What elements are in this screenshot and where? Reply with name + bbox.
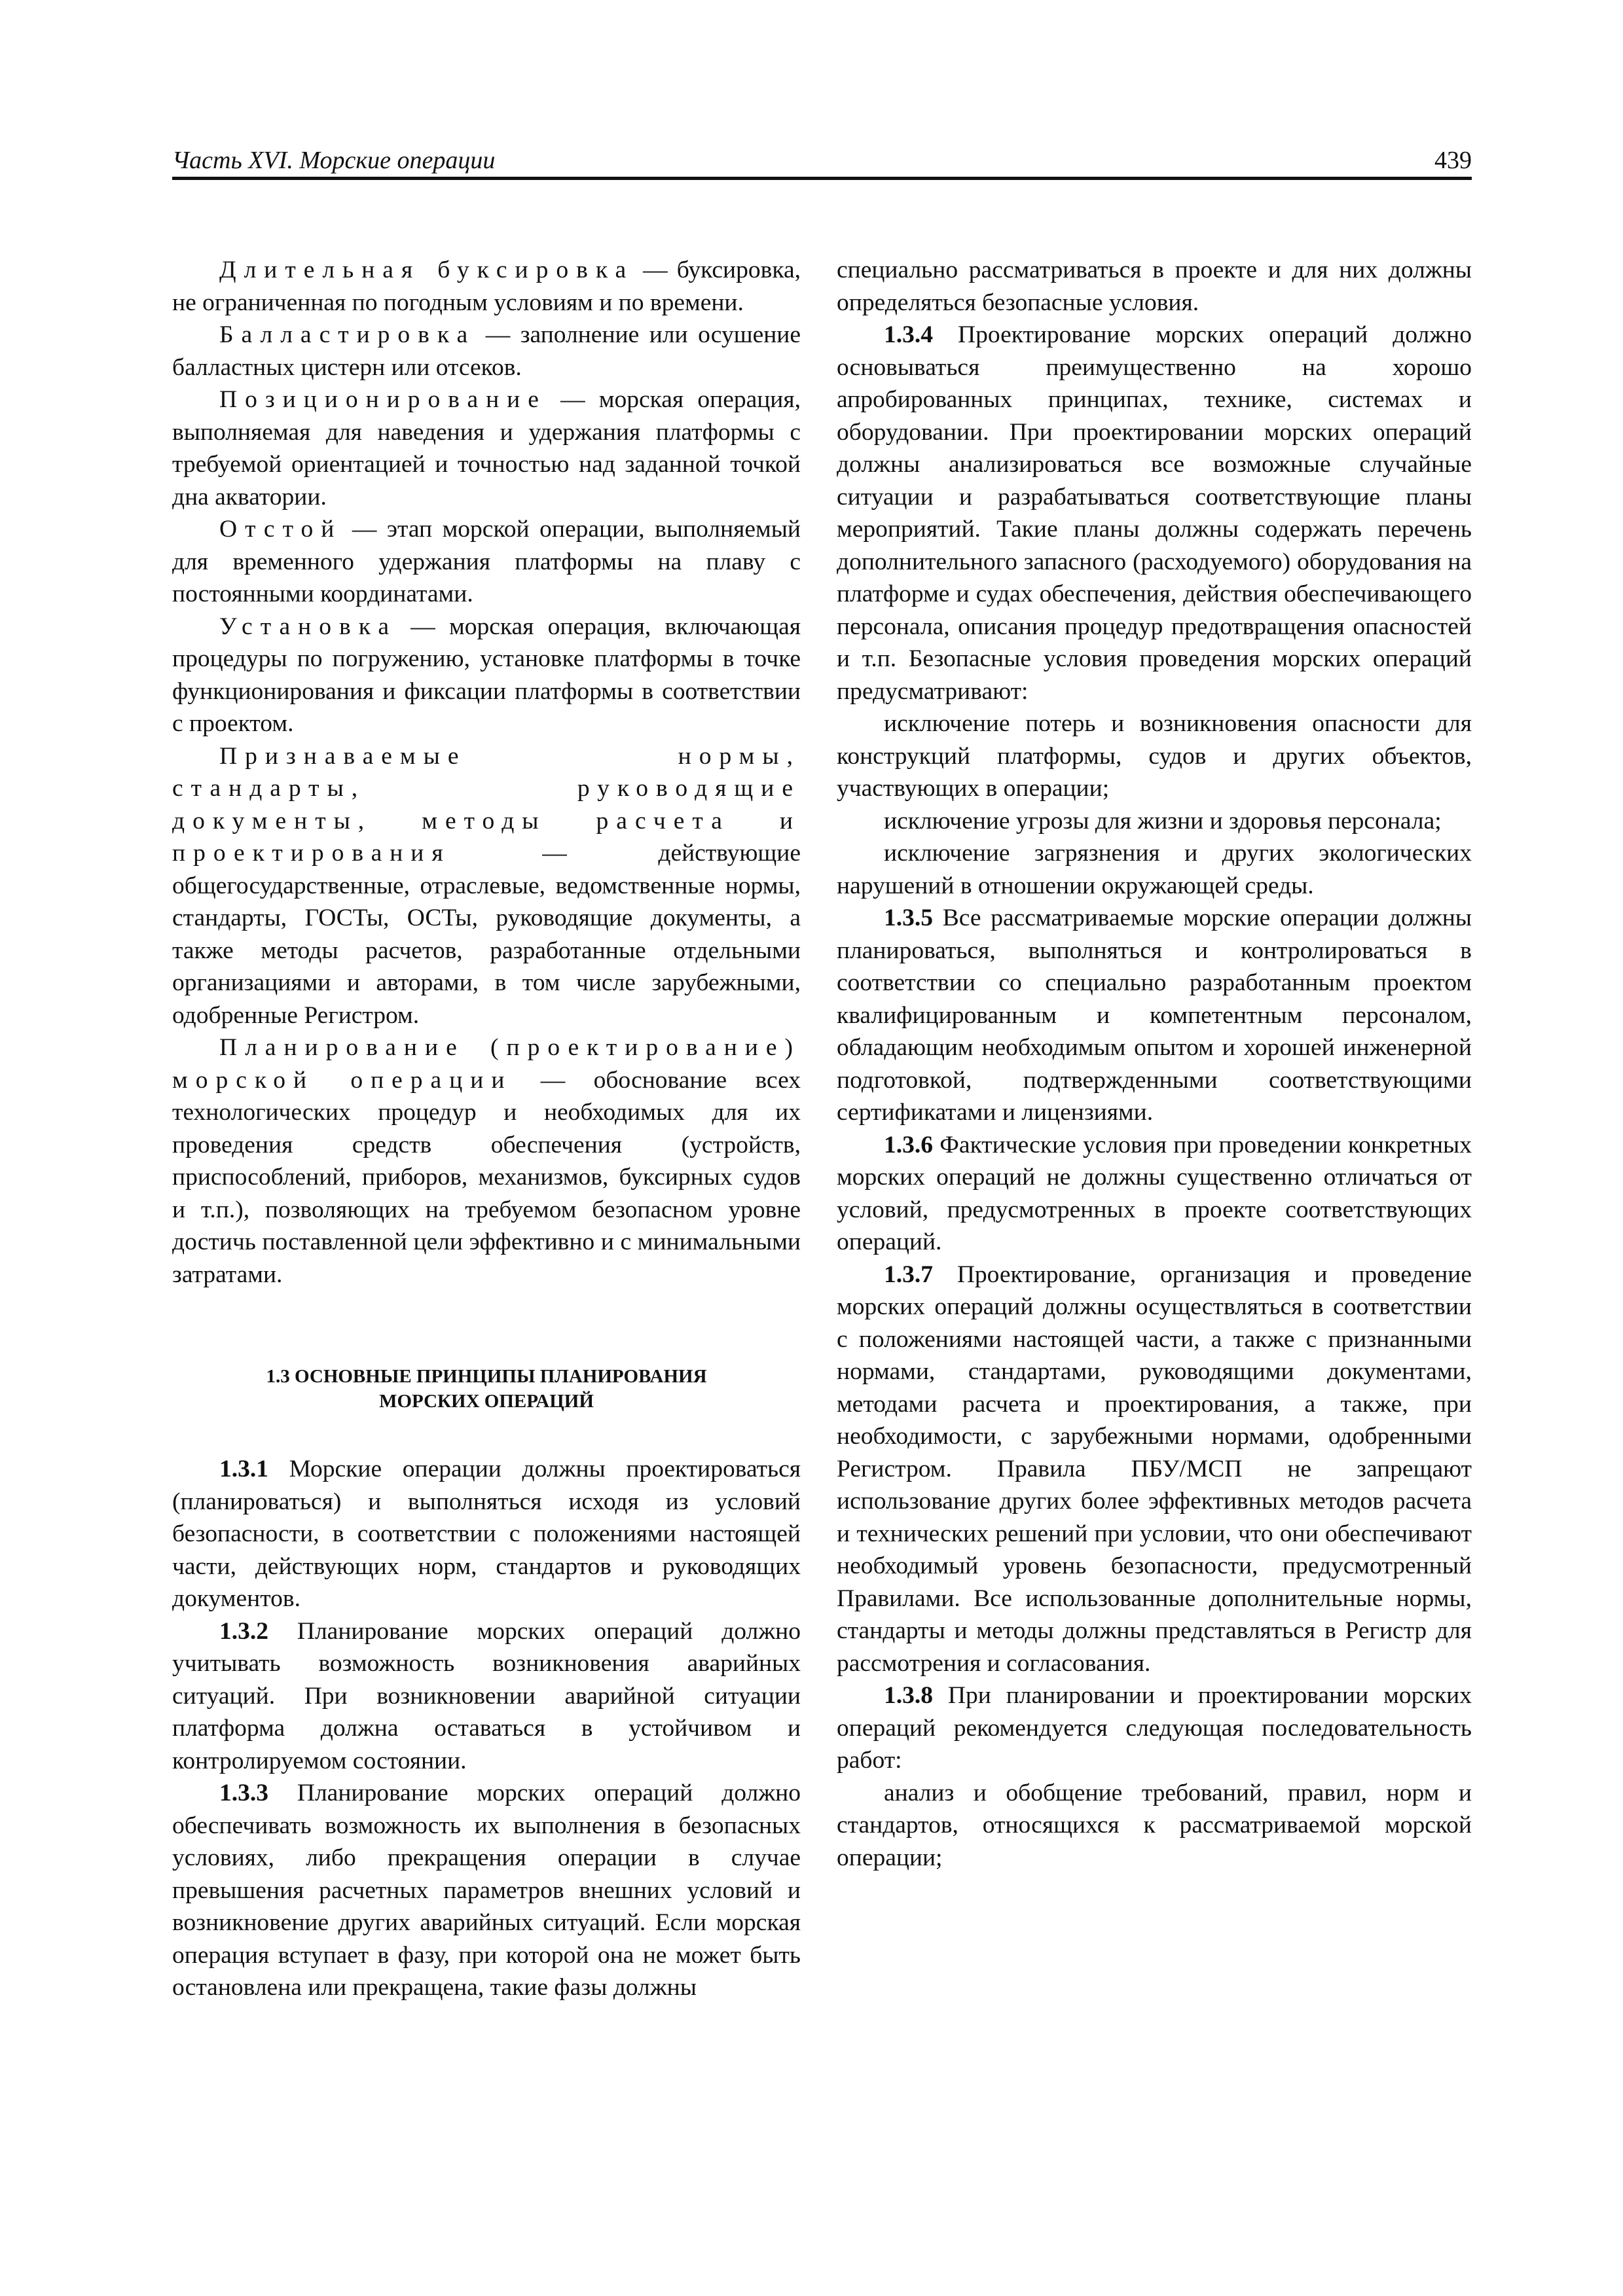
clause-text: Все рассматриваемые морские операции должны планироваться, выполняться и контролироваться в соответствии со специально разработанным проектом квалифицированным и компетентным персоналом, обладающим необходимым опытом и хорошей инженерной подготовкой, подтвержденными соответствующими сертификатами и лицензиями. xyxy=(837,905,1472,1126)
clause-number: 1.3.1 xyxy=(219,1456,268,1482)
definition-term: Балластировка xyxy=(219,321,476,348)
right-column xyxy=(837,254,1472,1874)
clause-paragraph xyxy=(837,1129,1472,1259)
running-header xyxy=(172,144,1472,180)
clause-text: При планировании и проектировании морских операций рекомендуется следующая последовательность работ: xyxy=(837,1682,1472,1774)
clause-text: Проектирование, организация и проведение морских операций должны осуществляться в соответствии с положениями настоящей части, а также с признанными нормами, стандартами, руководящими документами, методами расчета и проектирования, а также, при необходимости, с зарубежными нормами, одобренными Регистром. Правила ПБУ/МСП не запрещают использование других более эффективных методов расчета и технических решений при условии, что они обеспечивают необходимый уровень безопасности, предусмотренный Правилами. Все использованные дополнительные нормы, стандарты и методы должны представляться в Регистр для рассмотрения и согласования. xyxy=(837,1261,1472,1677)
clause-number: 1.3.4 xyxy=(884,321,933,348)
clause-number: 1.3.3 xyxy=(219,1780,268,1806)
clause-number: 1.3.5 xyxy=(884,905,933,931)
page-number: 439 xyxy=(1434,147,1472,174)
definition-text: — буксировка, не ограниченная по погодным условиям и по времени. xyxy=(172,257,801,316)
clause-text: Планирование морских операций должно учитывать возможность возникновения аварийных ситуаций. При возникновении аварийной ситуации платформа должна оставаться в устойчивом и контролируемом состоянии. xyxy=(172,1617,801,1774)
section-heading-line2: МОРСКИХ ОПЕРАЦИЙ xyxy=(379,1391,594,1412)
definition-paragraph xyxy=(172,740,801,1032)
definition-text: — обоснование всех технологических процедур и необходимых для их проведения средств обеспечения (устройств, приспособлений, приборов, механизмов, буксирных судов и т.п.), позволяющих на требуемом безопасном уровне достичь поставленной цели эффективно и с минимальными затратами. xyxy=(172,1066,801,1288)
definition-text: — морская операция, выполняемая для наведения и удержания платформы с требуемой ориентацией и точностью над заданной точкой дна акватории. xyxy=(172,386,801,511)
definition-paragraph xyxy=(172,319,801,384)
clause-text: Планирование морских операций должно обеспечивать возможность их выполнения в безопасных условиях, либо прекращения операции в случае превышения расчетных параметров внешних условий и возникновение других аварийных ситуаций. Если морская операция вступает в фазу, при которой она не может быть остановлена или прекращена, такие фазы должны xyxy=(172,1780,801,2001)
left-column xyxy=(172,254,801,2004)
clause-text: Морские операции должны проектироваться (планироваться) и выполняться исходя из условий безопасности, в соответствии с положениями настоящей части, действующих норм, стандартов и руководящих документов. xyxy=(172,1456,801,1612)
list-item: исключение угрозы для жизни и здоровья персонала; xyxy=(884,807,1442,834)
definition-term: Отстой xyxy=(219,516,342,543)
clause-paragraph xyxy=(172,1453,801,1615)
definition-term: Планирование (проектирование) морской операции xyxy=(172,1034,801,1094)
list-item: анализ и обобщение требований, правил, норм и стандартов, относящихся к рассматриваемой морской операции; xyxy=(837,1779,1472,1871)
clause-paragraph xyxy=(172,1615,801,1778)
definition-paragraph xyxy=(172,611,801,740)
clause-text: Фактические условия при проведении конкретных морских операций не должны существенно отличаться от условий, предусмотренных в проекте соответствующих операций. xyxy=(837,1131,1472,1255)
clause-paragraph xyxy=(837,902,1472,1129)
definition-paragraph xyxy=(172,1031,801,1291)
definition-paragraph xyxy=(172,513,801,611)
definition-text: — заполнение или осушение балластных цистерн или отсеков. xyxy=(172,321,801,381)
section-heading-line1: 1.3 ОСНОВНЫЕ ПРИНЦИПЫ ПЛАНИРОВАНИЯ xyxy=(266,1366,707,1387)
clause-paragraph xyxy=(837,1259,1472,1680)
running-header-title: Часть XVI. Морские операции xyxy=(172,147,496,174)
definition-term: Признаваемые нормы, стандарты, руководящие документы, методы расчета и проектирования xyxy=(172,742,801,867)
clause-paragraph xyxy=(837,319,1472,708)
definition-term: Установка xyxy=(219,613,397,640)
definition-paragraph xyxy=(172,254,801,319)
definition-term: Позиционирование xyxy=(219,386,547,413)
continuation-paragraph: специально рассматриваться в проекте и для них должны определяться безопасные условия. xyxy=(837,257,1472,316)
definition-paragraph xyxy=(172,384,801,513)
definition-text: — действующие общегосударственные, отраслевые, ведомственные нормы, стандарты, ГОСТы, ОСТы, руководящие документы, а также методы расчетов, разработанные отдельными организациями и авторами, в том числе зарубежными, одобренные Регистром. xyxy=(172,840,801,1029)
clause-number: 1.3.2 xyxy=(219,1617,268,1645)
definition-text: — морская операция, включающая процедуры по погружению, установке платформы в точке функционирования и фиксации платформы в соответствии с проектом. xyxy=(172,613,801,737)
section-heading xyxy=(172,1364,801,1414)
clause-text: Проектирование морских операций должно основываться преимущественно на хорошо апробированных принципах, технике, системах и оборудовании. При проектировании морских операций должны анализироваться все возможные случайные ситуации и разрабатываться соответствующие планы мероприятий. Такие планы должны содержать перечень дополнительного запасного (расходуемого) оборудования на платформе и судах обеспечения, действия обеспечивающего персонала, описания процедур предотвращения опасностей и т.п. Безопасные условия проведения морских операций предусматривают: xyxy=(837,321,1472,705)
clause-number: 1.3.6 xyxy=(884,1131,933,1158)
clause-paragraph xyxy=(172,1777,801,2004)
clause-number: 1.3.8 xyxy=(884,1682,933,1709)
list-item: исключение потерь и возникновения опасности для конструкций платформы, судов и других объектов, участвующих в операции; xyxy=(837,710,1472,802)
clause-paragraph xyxy=(837,1679,1472,1777)
definition-text: — этап морской операции, выполняемый для временного удержания платформы на плаву с постоянными координатами. xyxy=(172,516,801,607)
clause-number: 1.3.7 xyxy=(884,1261,933,1288)
definition-term: Длительная буксировка xyxy=(219,257,634,283)
list-item: исключение загрязнения и других экологических нарушений в отношении окружающей среды. xyxy=(837,840,1472,899)
